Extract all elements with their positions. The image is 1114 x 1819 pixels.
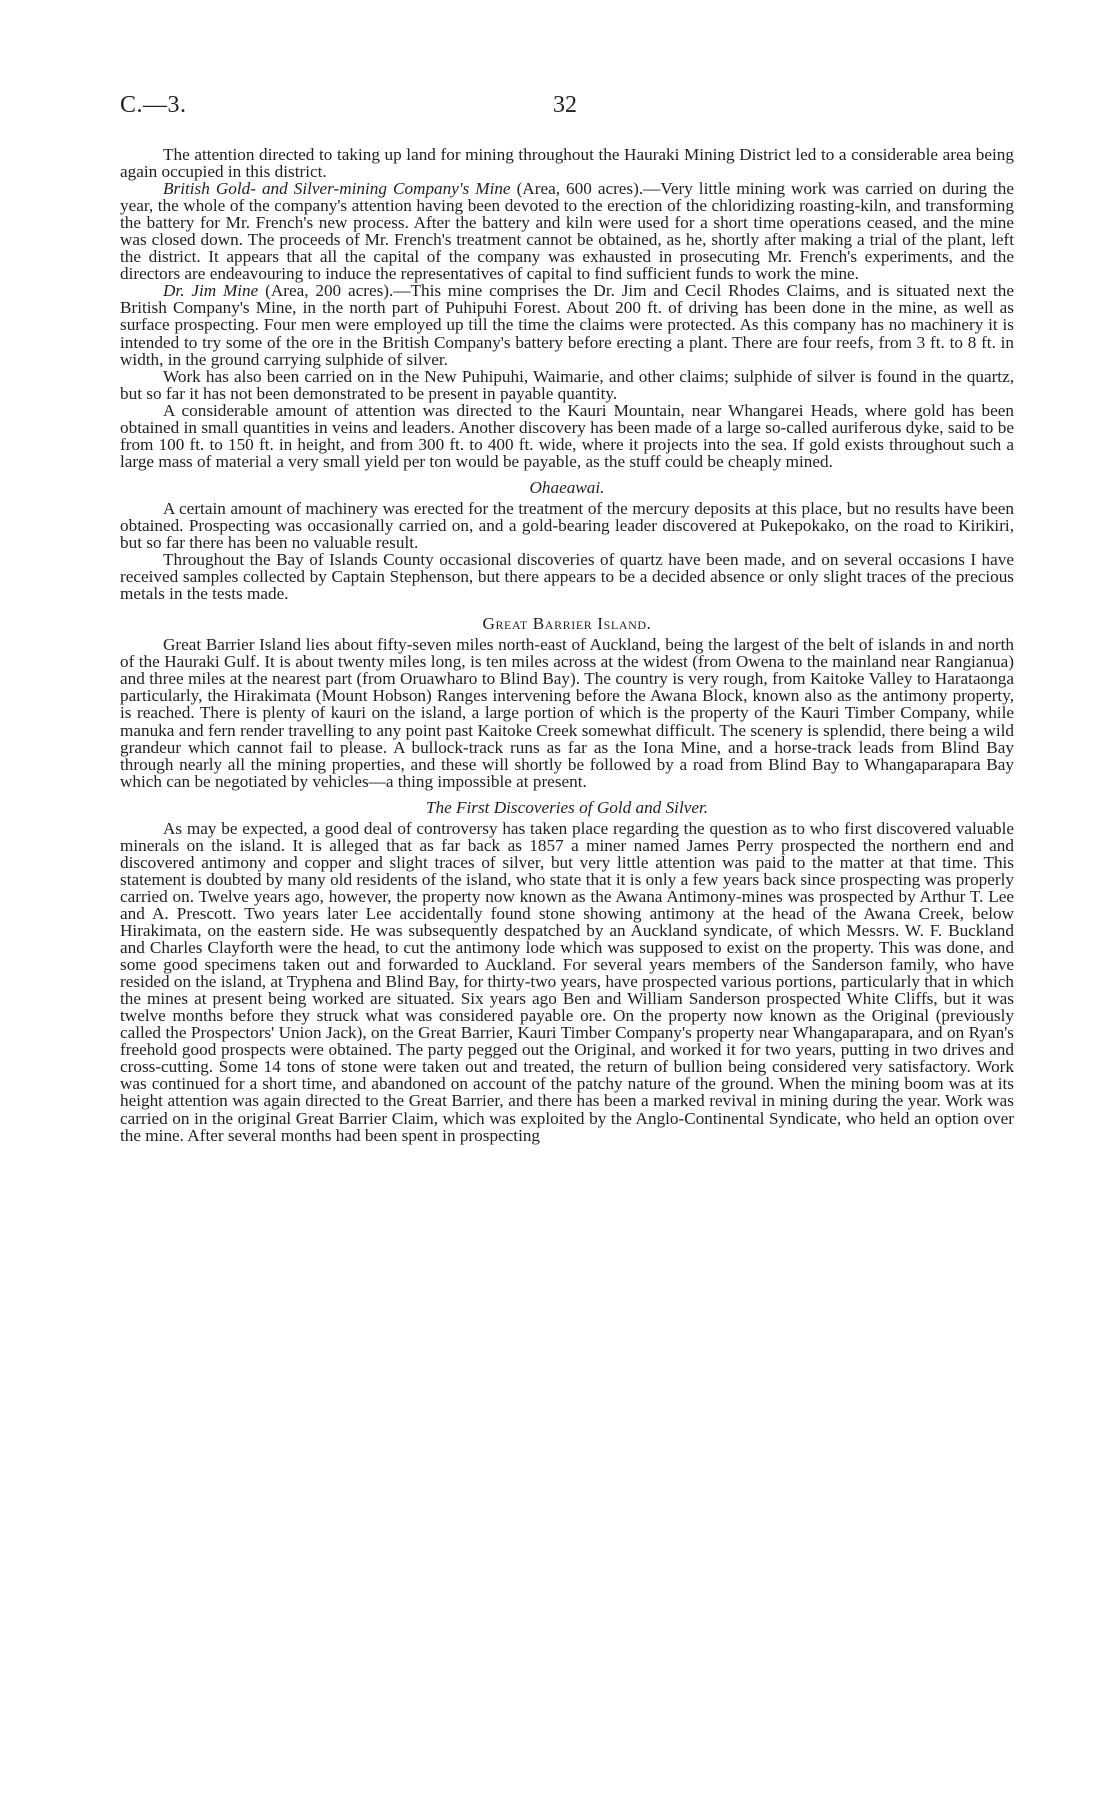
paragraph-body: (Area, 200 acres).—This mine comprises the Dr. Jim and Cecil Rhodes Claims, and is situated next the British Company's Mine, in the north part of Puhipuhi Forest. About 200 ft. of driving has been done in the mine, as well as surface prospecting. Four men were employed up till the time the claims were protected. As this company has no machinery it is intended to try some of the ore in the British Company's battery before erecting a plant. There are four reefs, from 3 ft. to 8 ft. in width, in the ground carrying sulphide of silver. bbox=[120, 281, 1015, 369]
paragraph: As may be expected, a good deal of controversy has taken place regarding the question as to who first discovered valuable minerals on the island. It is alleged that as far back as 1857 a miner named James Perry prospected the northern end and discovered antimony and copper and slight traces of silver, but very little attention was paid to the matter at that time. This statement is doubted by many old residents of the island, who state that it is only a few years back since prospecting was properly carried on. Twelve years ago, however, the property now known as the Awana Antimony-mines was prospected by Arthur T. Lee and A. Prescott. Two years later Lee accidentally found stone showing antimony at the head of the Awana Creek, below Hirakimata, on the eastern side. He was subsequently despatched by an Auckland syndicate, of which Messrs. W. F. Buckland and Charles Clayforth were the head, to cut the antimony lode which was supposed to exist on the property. This was done, and some good specimens taken out and forwarded to Auckland. For several years members of the Sanderson family, who have resided on the island, at Tryphena and Blind Bay, for thirty-two years, have prospected various portions, particularly that in which the mines at present being worked are situated. Six years ago Ben and William Sanderson prospected White Cliffs, but it was twelve months before they struck what was considered payable ore. On the property now known as the Original (previously called the Prospectors' Union Jack), on the Great Barrier, Kauri Timber Company's property near Whangaparapara, and on Ryan's freehold good prospects were obtained. The party pegged out the Original, and worked it for two years, putting in two drives and cross-cutting. Some 14 tons of stone were taken out and treated, the return of bullion being considered very satisfactory. Work was continued for a short time, and abandoned on account of the patchy nature of the ground. When the mining boom was at its height attention was again directed to the Great Barrier, and there has been a marked revival in mining during the year. Work was carried on in the original Great Barrier Claim, which was exploited by the Anglo-Continental Syndicate, who held an option over the mine. After several months had been spent in prospecting bbox=[120, 818, 1014, 1145]
page-number: 32 bbox=[553, 92, 577, 118]
paragraph-body: (Area, 600 acres).—Very little mining work was carried on during the year, the whole of the company's attention having been devoted to the erection of the chloridizing roasting-kiln, and transforming the battery for Mr. French's new process. After the battery and kiln were used for a short time operations ceased, and the mine was closed down. The proceeds of Mr. French's treatment cannot be obtained, as he, shortly after making a trial of the plant, left the district. It appears that all the capital of the company was exhausted in prosecuting Mr. French's experiments, and the directors are endeavouring to induce the representatives of capital to find sufficient funds to work the mine. bbox=[120, 179, 1014, 284]
paragraph: Work has also been carried on in the New Puhipuhi, Waimarie, and other claims; sulphide of silver is found in the quartz, but so far it has not been demonstrated to be present in payable quantity. bbox=[120, 366, 1014, 403]
document-reference: C.—3. bbox=[120, 92, 187, 118]
paragraph: The attention directed to taking up land for mining throughout the Hauraki Mining District led to a considerable area being again occupied in this district. bbox=[120, 145, 1014, 182]
body-text bbox=[120, 146, 1014, 1144]
section-heading-great-barrier: Great Barrier Island. bbox=[482, 614, 652, 634]
paragraph-lead-title: British Gold- and Silver-mining Company's Mine bbox=[163, 179, 511, 199]
paragraph: Great Barrier Island lies about fifty-seven miles north-east of Auckland, being the largest of the belt of islands in and north of the Hauraki Gulf. It is about twenty miles long, is ten miles across at the widest (from Owena to the mainland near Rangianua) and three miles at the nearest part (from Oruawharo to Blind Bay). The country is very rough, from Kaitoke Valley to Harataonga particularly, the Hirakimata (Mount Hobson) Ranges intervening before the Awana Block, known also as the antimony property, is reached. There is plenty of kauri on the island, a large portion of which is the property of the Kauri Timber Company, while manuka and fern render travelling to any point past Kaitoke Creek somewhat difficult. The scenery is splendid, there being a wild grandeur which cannot fail to please. A bullock-track runs as far as the Iona Mine, and a horse-track leads from Blind Bay through nearly all the mining properties, and these will shortly be followed by a road from Blind Bay to Whangaparapara Bay which can be negotiated by vehicles—a thing impossible at present. bbox=[120, 635, 1014, 791]
section-heading-ohaeawai: Ohaeawai. bbox=[529, 477, 605, 497]
paragraph bbox=[120, 180, 1014, 282]
page-header bbox=[120, 92, 1014, 128]
paragraph: Throughout the Bay of Islands County occasional discoveries of quartz have been made, and on several occasions I have received samples collected by Captain Stephenson, but there appears to be a decided absence or only slight traces of the precious metals in the tests made. bbox=[120, 550, 1014, 604]
paragraph: A certain amount of machinery was erected for the treatment of the mercury deposits at this place, but no results have been obtained. Prospecting was occasionally carried on, and a gold-bearing leader discovered at Pukepokako, on the road to Kirikiri, but so far there has been no valuable result. bbox=[120, 498, 1014, 553]
paragraph-lead-title: Dr. Jim Mine bbox=[163, 281, 259, 301]
paragraph bbox=[120, 282, 1014, 367]
section-heading-first-discoveries: The First Discoveries of Gold and Silver. bbox=[425, 797, 709, 817]
paragraph: A considerable amount of attention was directed to the Kauri Mountain, near Whangarei Heads, where gold has been obtained in small quantities in veins and leaders. Another discovery has been made of a large so-called auriferous dyke, said to be from 100 ft. to 150 ft. in height, and from 300 ft. to 400 ft. wide, where it projects into the sea. If gold exists throughout such a large mass of material a very small yield per ton would be payable, as the stuff could be cheaply mined. bbox=[120, 400, 1014, 471]
